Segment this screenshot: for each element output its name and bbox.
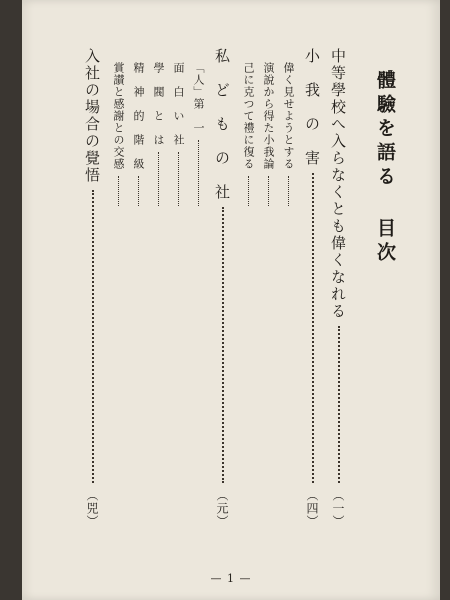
page-number: — 1 — (210, 572, 252, 585)
leader-dots (288, 176, 289, 206)
toc-entry-label: 小 我 の 害 (303, 48, 321, 167)
toc-entry-page: （四） (305, 489, 319, 528)
book-page (22, 0, 440, 600)
leader-dots (248, 176, 249, 206)
toc-subentry (190, 62, 206, 212)
toc-entry-label: 中等學校へ入らなくとも偉くなれる (329, 48, 347, 320)
toc-entry (212, 48, 233, 528)
toc-label: 目次 (374, 218, 396, 266)
toc-subentry (260, 62, 276, 212)
toc-entry-label: 偉く見せようとする (282, 62, 295, 170)
toc-subentry (280, 62, 296, 212)
toc-entry-label: 「人」第 一 (192, 62, 205, 134)
leader-dots (268, 176, 269, 206)
leader-dots (198, 140, 199, 206)
toc-entry-label: 演說から得た小我論 (262, 62, 275, 170)
leader-dots (118, 176, 119, 206)
toc-entry-label: 學 閥 と は (152, 62, 165, 146)
toc-entry (328, 48, 349, 528)
toc-entry-page: （兕） (85, 489, 99, 528)
toc-entry-label: 賞讃と感謝との交感 (112, 62, 125, 170)
toc-entry (82, 48, 103, 528)
toc-entry-label: 己に克つて禮に復る (242, 62, 255, 170)
leader-dots (92, 190, 94, 483)
leader-dots (138, 176, 139, 206)
leader-dots (178, 152, 179, 206)
toc-entry-label: 入社の場合の覺悟 (83, 48, 101, 184)
leader-dots (222, 207, 224, 483)
toc-subentry (240, 62, 256, 212)
toc-title: 體驗を語る (374, 70, 396, 190)
leader-dots (158, 152, 159, 206)
toc-heading (372, 70, 399, 370)
toc-entry-page: （一） (331, 489, 345, 528)
toc-entry-page: （元） (215, 489, 229, 528)
toc-subentry (170, 62, 186, 212)
toc-entry-label: 精 神 的 階 級 (132, 62, 145, 170)
toc-subentry (130, 62, 146, 212)
toc-entry (302, 48, 323, 528)
leader-dots (312, 173, 314, 483)
toc-entry-label: 面 白 い 社 (172, 62, 185, 146)
toc-subentry (110, 62, 126, 212)
toc-entry-label: 私 ど も の 社 (213, 48, 231, 201)
leader-dots (338, 326, 340, 483)
toc-subentry (150, 62, 166, 212)
